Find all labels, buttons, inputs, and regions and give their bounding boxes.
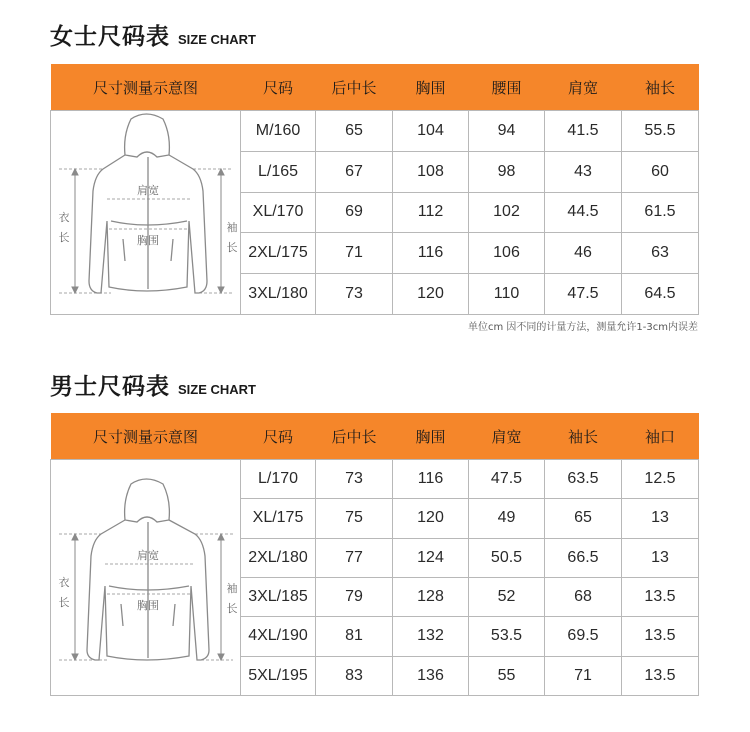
jacket-figure-icon (51, 111, 241, 309)
women-cell: 106 (469, 233, 545, 274)
women-fig-shoulder-label: 肩宽 (137, 184, 159, 197)
women-fig-length-label-1: 衣 (58, 211, 70, 224)
men-cell: 73 (316, 460, 393, 499)
men-cell: 49 (469, 499, 545, 538)
men-header-length: 后中长 (316, 413, 393, 460)
men-fig-length-label-1: 衣 (58, 576, 70, 589)
men-fig-sleeve-label-1: 袖 (226, 582, 238, 595)
women-cell: 60 (622, 151, 699, 192)
women-section-title (50, 18, 256, 51)
men-cell: 65 (545, 499, 622, 538)
men-cell: 81 (316, 617, 393, 656)
women-header-sleeve: 袖长 (622, 64, 699, 111)
women-cell: 2XL/175 (241, 233, 316, 274)
men-cell: 13.5 (622, 577, 699, 616)
men-cell: 68 (545, 577, 622, 616)
women-cell: 69 (316, 192, 393, 233)
men-cell: 13 (622, 499, 699, 538)
men-cell: 55 (469, 656, 545, 695)
men-cell: 124 (393, 538, 469, 577)
men-fig-length-label-2: 长 (58, 596, 70, 609)
men-cell: 5XL/195 (241, 656, 316, 695)
women-cell: 104 (393, 111, 469, 152)
men-header-sleeve: 袖长 (545, 413, 622, 460)
men-cell: L/170 (241, 460, 316, 499)
women-header-size: 尺码 (241, 64, 316, 111)
men-cell: 4XL/190 (241, 617, 316, 656)
jacket-figure-icon (51, 460, 241, 690)
women-cell: L/165 (241, 151, 316, 192)
men-title-cn: 男士尺码表 (50, 374, 170, 400)
men-header-chest: 胸围 (393, 413, 469, 460)
men-cell: 3XL/185 (241, 577, 316, 616)
women-fig-sleeve-label-1: 袖 (226, 221, 238, 234)
women-measurement-note: 单位cm 因不同的计量方法，测量允许1-3cm内误差 (468, 322, 698, 333)
women-cell: 65 (316, 111, 393, 152)
men-cell: 47.5 (469, 460, 545, 499)
women-size-table (50, 64, 699, 315)
women-cell: 94 (469, 111, 545, 152)
men-cell: 12.5 (622, 460, 699, 499)
men-cell: 13.5 (622, 617, 699, 656)
men-cell: 79 (316, 577, 393, 616)
men-header-size: 尺码 (241, 413, 316, 460)
men-cell: 120 (393, 499, 469, 538)
men-cell: 83 (316, 656, 393, 695)
women-cell: 116 (393, 233, 469, 274)
women-title-cn: 女士尺码表 (50, 24, 170, 50)
women-cell: 112 (393, 192, 469, 233)
men-header-figure: 尺寸测量示意图 (51, 413, 241, 460)
women-cell: 3XL/180 (241, 274, 316, 315)
women-header-row (51, 64, 699, 111)
women-cell: 67 (316, 151, 393, 192)
women-fig-chest-label: 胸围 (137, 234, 159, 247)
men-cell: 2XL/180 (241, 538, 316, 577)
men-cell: 63.5 (545, 460, 622, 499)
men-header-row (51, 413, 699, 460)
women-fig-length-label-2: 长 (58, 231, 70, 244)
men-cell: 53.5 (469, 617, 545, 656)
men-cell: 13 (622, 538, 699, 577)
women-cell: 108 (393, 151, 469, 192)
women-cell: 47.5 (545, 274, 622, 315)
men-cell: 50.5 (469, 538, 545, 577)
men-cell: 116 (393, 460, 469, 499)
men-jacket-diagram (51, 460, 241, 696)
men-cell: 77 (316, 538, 393, 577)
men-header-cuff: 袖口 (622, 413, 699, 460)
women-cell: 73 (316, 274, 393, 315)
table-row (51, 111, 699, 152)
women-cell: 102 (469, 192, 545, 233)
women-cell: 46 (545, 233, 622, 274)
women-fig-sleeve-label-2: 长 (226, 241, 238, 254)
women-cell: 41.5 (545, 111, 622, 152)
men-fig-shoulder-label: 肩宽 (137, 549, 159, 562)
men-section-title (50, 368, 256, 401)
women-cell: 64.5 (622, 274, 699, 315)
men-title-en: SIZE CHART (178, 382, 256, 397)
table-row (51, 460, 699, 499)
men-fig-sleeve-label-2: 长 (226, 602, 238, 615)
women-title-en: SIZE CHART (178, 32, 256, 47)
women-cell: XL/170 (241, 192, 316, 233)
women-cell: 98 (469, 151, 545, 192)
men-cell: 66.5 (545, 538, 622, 577)
women-header-shoulder: 肩宽 (545, 64, 622, 111)
men-cell: 128 (393, 577, 469, 616)
women-cell: 71 (316, 233, 393, 274)
women-cell: 110 (469, 274, 545, 315)
men-cell: 136 (393, 656, 469, 695)
men-size-table (50, 413, 699, 696)
men-cell: 52 (469, 577, 545, 616)
men-cell: 132 (393, 617, 469, 656)
women-cell: 55.5 (622, 111, 699, 152)
women-cell: 63 (622, 233, 699, 274)
men-cell: XL/175 (241, 499, 316, 538)
men-cell: 75 (316, 499, 393, 538)
women-cell: 43 (545, 151, 622, 192)
women-jacket-diagram (51, 111, 241, 315)
men-fig-chest-label: 胸围 (137, 599, 159, 612)
women-cell: 44.5 (545, 192, 622, 233)
women-cell: M/160 (241, 111, 316, 152)
women-header-length: 后中长 (316, 64, 393, 111)
men-header-shoulder: 肩宽 (469, 413, 545, 460)
women-header-figure: 尺寸测量示意图 (51, 64, 241, 111)
women-cell: 120 (393, 274, 469, 315)
women-header-chest: 胸围 (393, 64, 469, 111)
women-cell: 61.5 (622, 192, 699, 233)
men-cell: 69.5 (545, 617, 622, 656)
women-header-waist: 腰围 (469, 64, 545, 111)
men-cell: 13.5 (622, 656, 699, 695)
men-cell: 71 (545, 656, 622, 695)
